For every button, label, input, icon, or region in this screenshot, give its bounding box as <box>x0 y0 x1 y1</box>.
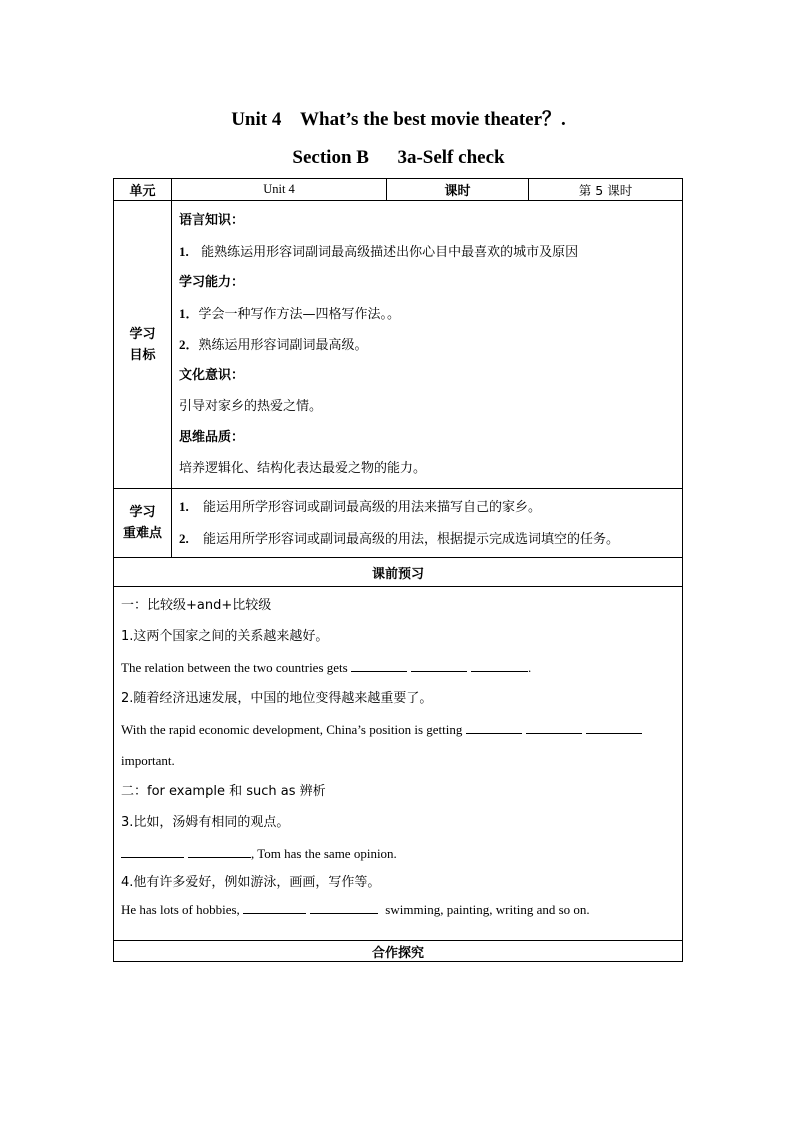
answer-blank[interactable] <box>121 844 184 858</box>
goals-heading: 语言知识： <box>179 213 245 228</box>
question-cn: 4.他有许多爱好，例如游泳，画画，写作等。 <box>121 875 381 890</box>
preview-section-heading: 二：for example 和 such as 辨析 <box>121 784 326 799</box>
question-en <box>121 896 682 923</box>
goals-label-line1: 学习 <box>129 326 156 342</box>
period-value: 第 5 课时 <box>529 179 683 201</box>
answer-blank[interactable] <box>471 658 528 672</box>
answer-blank[interactable] <box>411 658 467 672</box>
unit-label: 单元 <box>114 179 172 201</box>
item-number: 1. <box>179 499 189 514</box>
question-en <box>121 714 682 745</box>
question-cn: 3.比如，汤姆有相同的观点。 <box>121 815 290 830</box>
goals-item <box>179 329 682 360</box>
key-points-row <box>114 489 683 558</box>
cooperation-heading: 合作探究 <box>114 941 683 962</box>
question-cn: 2.随着经济迅速发展，中国的地位变得越来越重要了。 <box>121 691 433 706</box>
header-row <box>114 179 683 201</box>
question-en <box>121 838 682 869</box>
item-text: 学会一种写作方法—四格写作法。。 <box>198 307 401 322</box>
goals-row <box>114 201 683 489</box>
answer-blank[interactable] <box>526 720 582 734</box>
goals-label <box>114 201 172 489</box>
sentence-text: , Tom has the same opinion. <box>251 846 397 861</box>
item-number: 2. <box>179 531 189 546</box>
key-points-label <box>114 489 172 558</box>
goals-item <box>179 298 682 329</box>
goals-item: 培养逻辑化、结构化表达最爱之物的能力。 <box>179 461 427 476</box>
preview-content <box>114 587 683 941</box>
key-points-label-line2: 重难点 <box>122 526 162 541</box>
answer-blank[interactable] <box>351 658 407 672</box>
item-text: 能运用所学形容词或副词最高级的用法，根据提示完成选词填空的任务。 <box>203 532 620 547</box>
answer-blank[interactable] <box>310 900 378 914</box>
unit-value: Unit 4 <box>172 179 387 201</box>
question-en <box>121 652 682 683</box>
key-point-item <box>179 491 682 523</box>
preview-section-heading: 一：比较级+and+比较级 <box>121 598 272 613</box>
sentence-continuation: important. <box>121 753 175 768</box>
question-cn: 1.这两个国家之间的关系越来越好。 <box>121 629 329 644</box>
item-text: 能运用所学形容词或副词最高级的用法来描写自己的家乡。 <box>203 500 542 515</box>
item-text: 能熟练运用形容词副词最高级描述出你心目中最喜欢的城市及原因 <box>188 245 579 260</box>
cooperation-heading-row <box>114 941 683 962</box>
key-points-content <box>172 489 683 558</box>
item-number: 1． <box>179 306 199 321</box>
document-title: Unit 4 What’s the best movie theater？. <box>231 109 566 130</box>
preview-heading: 课前预习 <box>114 558 683 587</box>
answer-blank[interactable] <box>243 900 306 914</box>
preview-row <box>114 587 683 941</box>
goals-label-line2: 目标 <box>129 347 156 363</box>
item-text: 熟练运用形容词副词最高级。 <box>198 338 368 353</box>
key-points-label-line1: 学习 <box>129 505 156 520</box>
goals-item: 引导对家乡的热爱之情。 <box>179 399 323 414</box>
goals-item <box>179 236 682 267</box>
lesson-plan-table <box>113 178 683 962</box>
goals-heading: 学习能力： <box>179 275 245 290</box>
answer-blank[interactable] <box>586 720 642 734</box>
answer-blank[interactable] <box>188 844 251 858</box>
item-number: 1. <box>179 244 189 259</box>
period-label: 课时 <box>387 179 529 201</box>
answer-blank[interactable] <box>466 720 522 734</box>
goals-heading: 文化意识： <box>179 368 245 383</box>
sentence-text: He has lots of hobbies, <box>121 902 240 917</box>
goals-content <box>172 201 683 489</box>
preview-heading-row <box>114 558 683 587</box>
sentence-text: . <box>527 660 532 675</box>
sentence-text: With the rapid economic development, China’s position is getting <box>121 722 463 737</box>
goals-heading: 思维品质： <box>179 430 245 445</box>
item-number: 2． <box>179 337 199 352</box>
sentence-text: swimming, painting, writing and so on. <box>385 902 590 917</box>
sentence-text: The relation between the two countries gets <box>121 660 348 675</box>
document-subtitle: Section B 3a-Self check <box>292 147 505 168</box>
key-point-item <box>179 523 682 555</box>
